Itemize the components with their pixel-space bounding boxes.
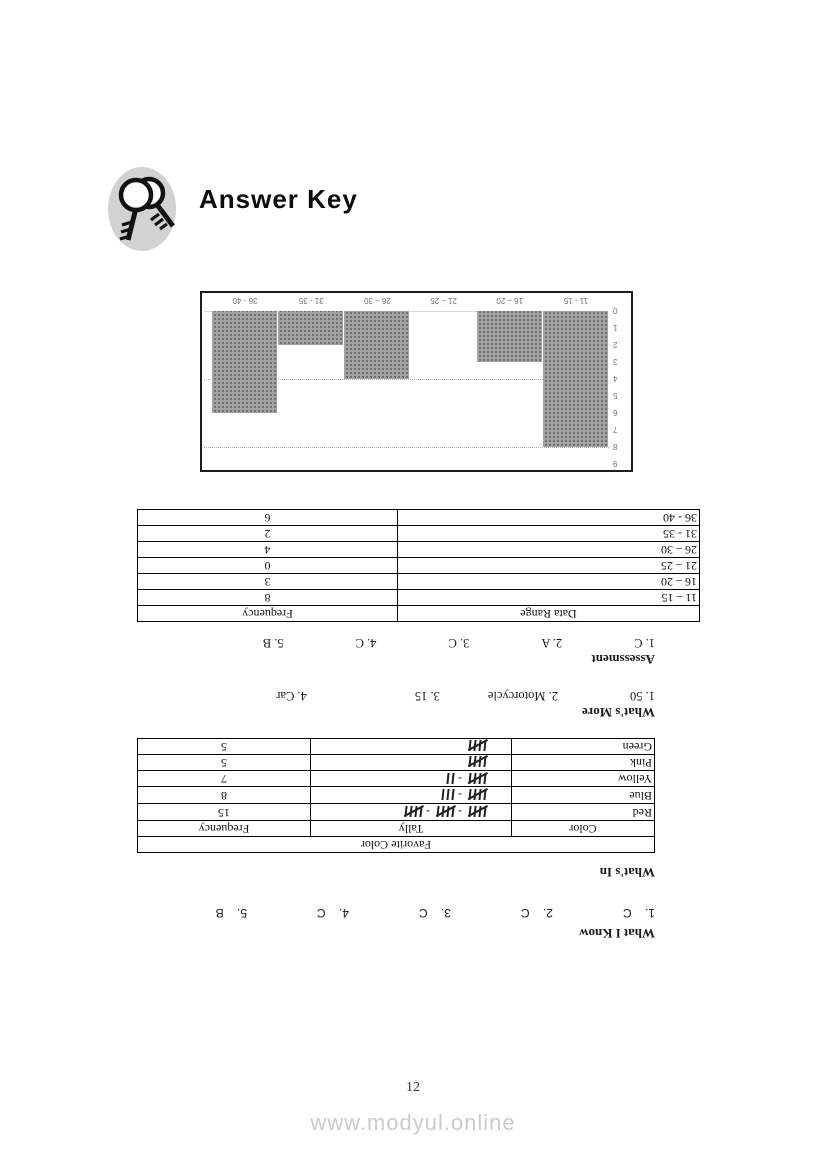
answer-item: 5. B (262, 636, 284, 650)
answer-item: 5. B (215, 906, 247, 920)
bar-31-35 (278, 311, 344, 345)
color-cell: Yellow (512, 770, 655, 787)
y-axis-label: 9 (613, 459, 618, 468)
frequency-cell: 2 (138, 526, 398, 542)
tally-group-of-five (466, 773, 486, 784)
x-axis-label: 26 – 30 (364, 296, 391, 305)
answer-item: 3. C (448, 636, 470, 650)
answer-item: 2. Motorcycle (487, 689, 558, 703)
range-cell: 31 - 35 (398, 526, 700, 542)
tally-separator: - (458, 805, 462, 820)
y-axis-label: 1 (613, 323, 618, 332)
favorite-color-row (138, 787, 655, 804)
favorite-color-row (138, 738, 655, 754)
data-range-header-row (138, 606, 700, 622)
data-range-row (138, 510, 700, 526)
answers-what-i-know (216, 906, 655, 920)
frequency-cell: 0 (138, 558, 398, 574)
page-number: 12 (406, 1080, 420, 1095)
answer-item: 1. C (622, 906, 655, 920)
frequency-cell: 3 (138, 574, 398, 590)
tally-stroke (451, 790, 454, 801)
tally-cell (311, 804, 512, 821)
tally-group-of-3 (439, 790, 454, 801)
color-cell: Green (512, 738, 655, 754)
tally-stroke (446, 773, 449, 784)
tally-group-of-2 (444, 773, 454, 784)
answer-item: 4. Car (276, 689, 307, 703)
x-axis-label: 11 - 15 (563, 296, 589, 305)
tally-separator: - (458, 771, 462, 786)
bar-26–30 (344, 311, 410, 379)
tally-separator: - (426, 805, 430, 820)
watermark: www.modyul.online (310, 1110, 516, 1135)
range-cell: 36 - 40 (398, 510, 700, 526)
tally-cell (311, 787, 512, 804)
bar-11-15 (543, 311, 609, 447)
tally-cell (311, 738, 512, 754)
color-cell: Red (512, 804, 655, 821)
range-cell: 16 – 20 (398, 574, 700, 590)
x-axis-label: 36 - 40 (232, 296, 258, 305)
x-axis-label: 21 – 25 (430, 296, 457, 305)
keys-icon (107, 166, 177, 252)
y-axis-label: 5 (613, 391, 618, 400)
color-cell: Pink (512, 754, 655, 770)
heading-whats-in: What's In (599, 865, 655, 880)
tally-separator: - (458, 788, 462, 803)
data-range-table (137, 509, 700, 622)
gridline-y-8 (204, 447, 609, 448)
color-cell: Blue (512, 787, 655, 804)
answer-item: 2. A (541, 636, 563, 650)
answers-assessment (263, 635, 655, 650)
col-header-frequency: Frequency (138, 821, 311, 837)
col-header-frequency: Frequency (138, 606, 398, 622)
favorite-color-row (138, 770, 655, 787)
tally-cell (311, 770, 512, 787)
data-range-row (138, 574, 700, 590)
data-range-row (138, 590, 700, 606)
col-header-tally: Tally (311, 821, 512, 837)
range-cell: 11 – 15 (398, 590, 700, 606)
y-axis-label: 4 (613, 374, 618, 383)
range-cell: 26 – 30 (398, 542, 700, 558)
tally-group-of-five (466, 756, 486, 767)
x-axis-label: 31 - 35 (298, 296, 324, 305)
tally-group-of-five (434, 806, 454, 817)
histogram-plot-area (212, 311, 609, 464)
favorite-color-header-row (138, 821, 655, 837)
col-header-data-range: Data Range (398, 606, 700, 622)
tally-stroke (441, 790, 444, 801)
frequency-cell: 8 (138, 590, 398, 606)
y-axis-label: 0 (613, 306, 618, 315)
frequency-cell: 5 (138, 738, 311, 754)
favorite-color-row (138, 804, 655, 821)
favorite-color-table (137, 738, 655, 853)
favorite-color-row (138, 754, 655, 770)
favorite-color-title-row (138, 837, 655, 853)
frequency-cell: 7 (138, 770, 311, 787)
tally-stroke (451, 773, 454, 784)
bar-16–20 (477, 311, 543, 362)
frequency-cell: 4 (138, 542, 398, 558)
answer-item: 4. C (316, 906, 349, 920)
col-header-color: Color (512, 821, 655, 837)
tally-stroke (446, 790, 449, 801)
frequency-cell: 8 (138, 787, 311, 804)
rotated-answer-content (138, 289, 700, 941)
x-axis-label: 16 – 20 (496, 296, 524, 305)
y-axis-label: 8 (613, 442, 618, 451)
data-range-row (138, 542, 700, 558)
page-title: Answer Key (199, 184, 358, 214)
answer-item: 1. 50 (630, 689, 655, 703)
range-cell: 21 – 25 (398, 558, 700, 574)
data-range-row (138, 526, 700, 542)
heading-assessment: Assessment (591, 652, 655, 667)
data-range-row (138, 558, 700, 574)
tally-group-of-five (466, 740, 486, 751)
frequency-cell: 6 (138, 510, 398, 526)
answer-item: 4. C (355, 636, 377, 650)
answer-item: 3. C (418, 906, 451, 920)
y-axis-label: 7 (613, 425, 618, 434)
y-axis-label: 3 (613, 357, 618, 366)
tally-group-of-five (466, 806, 486, 817)
frequency-cell: 5 (138, 754, 311, 770)
tally-cell (311, 754, 512, 770)
tally-group-of-five (402, 806, 422, 817)
favorite-color-title: Favorite Color (138, 837, 655, 853)
y-axis-label: 2 (613, 340, 618, 349)
y-axis-label: 6 (613, 408, 618, 417)
histogram-chart (200, 291, 633, 472)
answers-whats-more (276, 688, 655, 703)
bar-36-40 (212, 311, 278, 413)
tally-group-of-five (466, 790, 486, 801)
answer-item: 1. C (634, 636, 655, 650)
heading-whats-more: What's More (581, 705, 655, 720)
frequency-cell: 15 (138, 804, 311, 821)
heading-what-i-know: What I Know (579, 926, 655, 941)
answer-item: 2. C (520, 906, 553, 920)
answer-item: 3. 15 (414, 689, 440, 703)
